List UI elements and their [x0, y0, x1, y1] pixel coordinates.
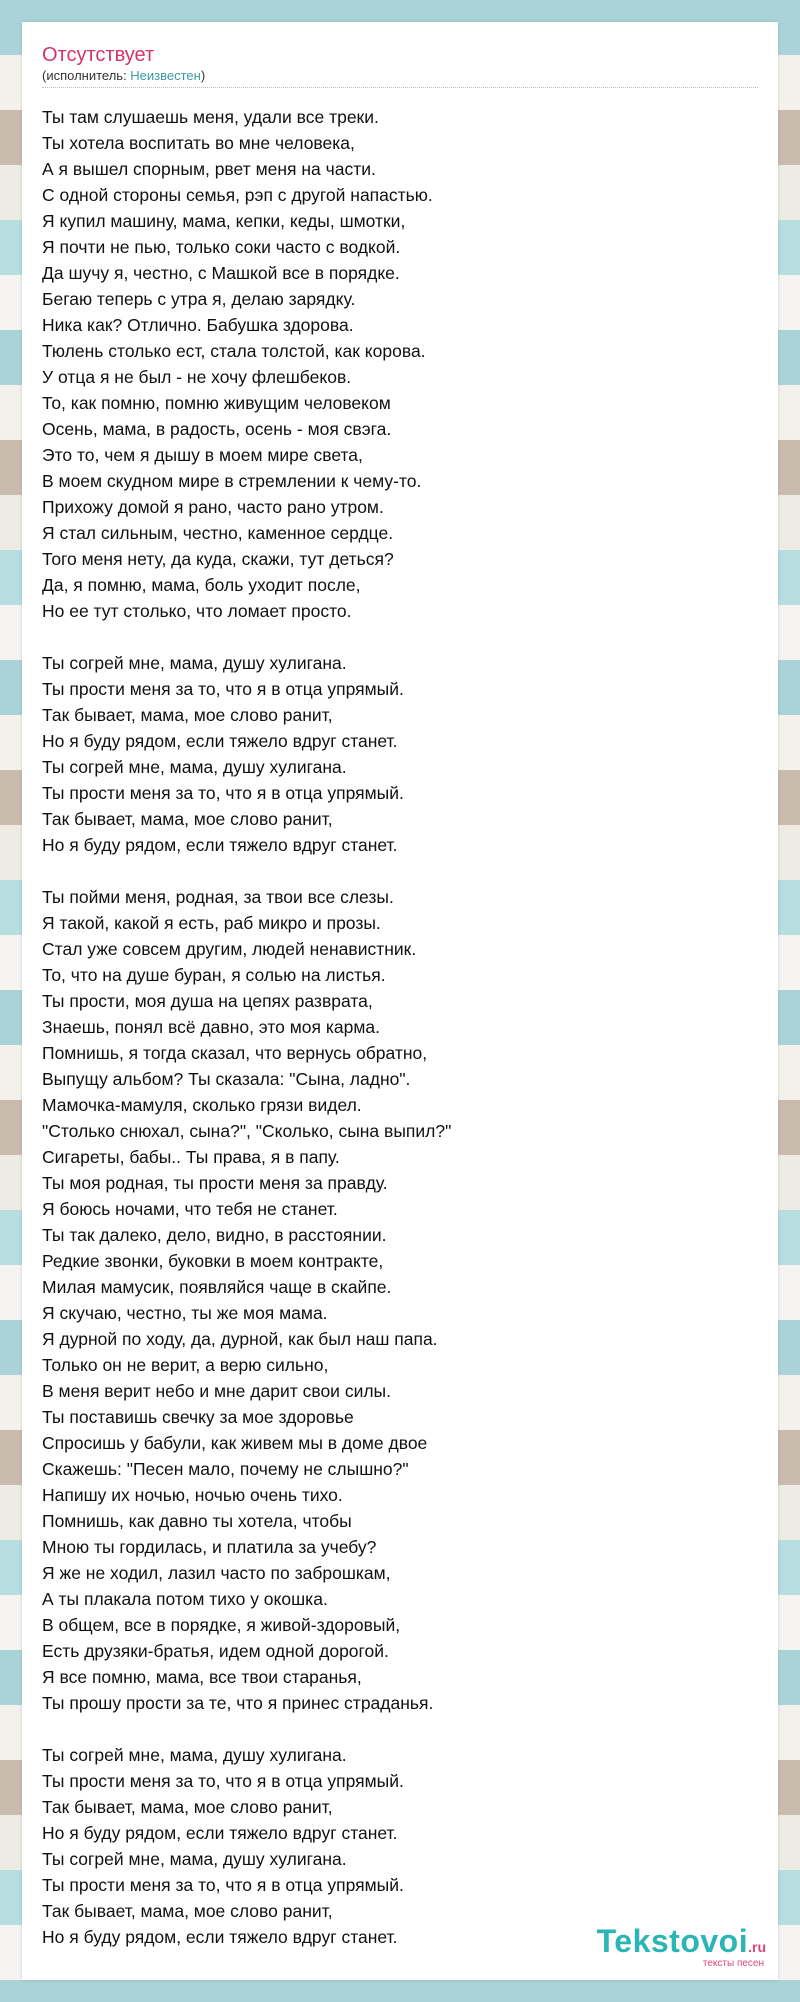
lyric-line: Я скучаю, честно, ты же моя мама.: [42, 1303, 328, 1323]
lyric-line: То, что на душе буран, я солью на листья.: [42, 965, 386, 985]
lyric-line: Ты там слушаешь меня, удали все треки.: [42, 107, 379, 127]
song-title: Отсутствует: [42, 44, 155, 66]
lyrics-card: [22, 22, 778, 1980]
lyric-line: Сигареты, бабы.. Ты права, я в папу.: [42, 1147, 340, 1167]
lyric-line: Того меня нету, да куда, скажи, тут деться?: [42, 549, 394, 569]
lyric-line: Помнишь, я тогда сказал, что вернусь обратно,: [42, 1043, 428, 1063]
lyric-line: А я вышел спорным, рвет меня на части.: [42, 159, 376, 179]
logo-name: Tekstovoi: [596, 1923, 749, 1959]
lyric-line: Ты прости меня за то, что я в отца упрямый.: [42, 1771, 404, 1791]
lyric-line: Но ее тут столько, что ломает просто.: [42, 601, 352, 621]
lyric-line: Ты прости меня за то, что я в отца упрямый.: [42, 679, 404, 699]
chorus-1: [42, 650, 758, 858]
verse-1: [42, 104, 758, 624]
lyric-line: Так бывает, мама, мое слово ранит,: [42, 1797, 333, 1817]
lyric-line: Я боюсь ночами, что тебя не станет.: [42, 1199, 338, 1219]
stanza-gap: [42, 624, 758, 650]
lyric-line: Ты согрей мне, мама, душу хулигана.: [42, 757, 347, 777]
lyric-line: "Столько снюхал, сына?", "Сколько, сына выпил?": [42, 1121, 452, 1141]
artist-prefix: (исполнитель:: [42, 68, 131, 83]
lyric-line: Редкие звонки, буковки в моем контракте,: [42, 1251, 384, 1271]
logo-tld: .ru: [748, 1939, 766, 1955]
lyric-line: Бегаю теперь с утра я, делаю зарядку.: [42, 289, 356, 309]
lyric-line: Выпущу альбом? Ты сказала: "Сына, ладно".: [42, 1069, 411, 1089]
lyric-line: Но я буду рядом, если тяжело вдруг станет.: [42, 1823, 398, 1843]
lyric-line: Я такой, какой я есть, раб микро и прозы.: [42, 913, 381, 933]
stanza-gap: [42, 858, 758, 884]
lyric-line: Ты прошу прости за те, что я принес страданья.: [42, 1693, 434, 1713]
lyric-line: Ты согрей мне, мама, душу хулигана.: [42, 653, 347, 673]
lyric-line: Ты согрей мне, мама, душу хулигана.: [42, 1745, 347, 1765]
stanza-gap: [42, 1716, 758, 1742]
lyric-line: То, как помню, помню живущим человеком: [42, 393, 391, 413]
lyric-line: У отца я не был - не хочу флешбеков.: [42, 367, 352, 387]
lyric-line: В меня верит небо и мне дарит свои силы.: [42, 1381, 391, 1401]
lyric-line: Ты согрей мне, мама, душу хулигана.: [42, 1849, 347, 1869]
lyric-line: Стал уже совсем другим, людей ненавистник.: [42, 939, 417, 959]
lyric-line: Так бывает, мама, мое слово ранит,: [42, 705, 333, 725]
artist-line: [42, 68, 758, 84]
lyric-line: Но я буду рядом, если тяжело вдруг станет.: [42, 731, 398, 751]
lyric-line: Знаешь, понял всё давно, это моя карма.: [42, 1017, 381, 1037]
artist-suffix: ): [200, 68, 206, 83]
lyric-line: С одной стороны семья, рэп с другой напастью.: [42, 185, 433, 205]
song-header: [42, 42, 758, 88]
lyric-line: Только он не верит, а верю сильно,: [42, 1355, 329, 1375]
lyric-line: Это то, чем я дышу в моем мире света,: [42, 445, 363, 465]
lyric-line: Ты хотела воспитать во мне человека,: [42, 133, 355, 153]
verse-2: [42, 884, 758, 1716]
lyric-line: Я почти не пью, только соки часто с водкой.: [42, 237, 401, 257]
lyric-line: Я купил машину, мама, кепки, кеды, шмотки,: [42, 211, 406, 231]
site-logo[interactable]: [597, 1924, 766, 1970]
lyric-line: Помнишь, как давно ты хотела, чтобы: [42, 1511, 352, 1531]
logo-tagline: тексты песен: [702, 1958, 764, 1969]
chorus-2: [42, 1742, 758, 1950]
lyric-line: Я все помню, мама, все твои старанья,: [42, 1667, 362, 1687]
lyric-line: В моем скудном мире в стремлении к чему-то.: [42, 471, 422, 491]
lyric-line: Да, я помню, мама, боль уходит после,: [42, 575, 361, 595]
lyric-line: Скажешь: "Песен мало, почему не слышно?": [42, 1459, 409, 1479]
lyric-line: Есть друзяки-братья, идем одной дорогой.: [42, 1641, 389, 1661]
lyric-line: Так бывает, мама, мое слово ранит,: [42, 1901, 333, 1921]
lyric-line: Ника как? Отлично. Бабушка здорова.: [42, 315, 354, 335]
lyric-line: А ты плакала потом тихо у окошка.: [42, 1589, 328, 1609]
lyrics-text: [42, 104, 758, 1950]
lyric-line: Я стал сильным, честно, каменное сердце.: [42, 523, 394, 543]
artist-link[interactable]: Неизвестен: [130, 68, 201, 83]
lyric-line: Я дурной по ходу, да, дурной, как был наш папа.: [42, 1329, 438, 1349]
lyric-line: Тюлень столько ест, стала толстой, как корова.: [42, 341, 426, 361]
lyric-line: Я же не ходил, лазил часто по заброшкам,: [42, 1563, 391, 1583]
lyric-line: Ты моя родная, ты прости меня за правду.: [42, 1173, 388, 1193]
lyric-line: Ты прости меня за то, что я в отца упрямый.: [42, 1875, 404, 1895]
lyric-line: Так бывает, мама, мое слово ранит,: [42, 809, 333, 829]
lyric-line: Осень, мама, в радость, осень - моя свэга.: [42, 419, 392, 439]
lyric-line: Мамочка-мамуля, сколько грязи видел.: [42, 1095, 362, 1115]
lyric-line: Но я буду рядом, если тяжело вдруг станет.: [42, 1927, 398, 1947]
lyric-line: Но я буду рядом, если тяжело вдруг станет.: [42, 835, 398, 855]
lyric-line: Да шучу я, честно, с Машкой все в порядке.: [42, 263, 400, 283]
lyric-line: Ты пойми меня, родная, за твои все слезы.: [42, 887, 394, 907]
lyric-line: Ты поставишь свечку за мое здоровье: [42, 1407, 354, 1427]
lyric-line: Ты прости, моя душа на цепях разврата,: [42, 991, 373, 1011]
lyric-line: В общем, все в порядке, я живой-здоровый,: [42, 1615, 401, 1635]
lyric-line: Милая мамусик, появляйся чаще в скайпе.: [42, 1277, 392, 1297]
lyric-line: Ты прости меня за то, что я в отца упрямый.: [42, 783, 404, 803]
lyric-line: Напишу их ночью, ночью очень тихо.: [42, 1485, 343, 1505]
lyric-line: Прихожу домой я рано, часто рано утром.: [42, 497, 384, 517]
lyric-line: Мною ты гордилась, и платила за учебу?: [42, 1537, 377, 1557]
lyric-line: Ты так далеко, дело, видно, в расстоянии.: [42, 1225, 387, 1245]
lyric-line: Спросишь у бабули, как живем мы в доме двое: [42, 1433, 428, 1453]
